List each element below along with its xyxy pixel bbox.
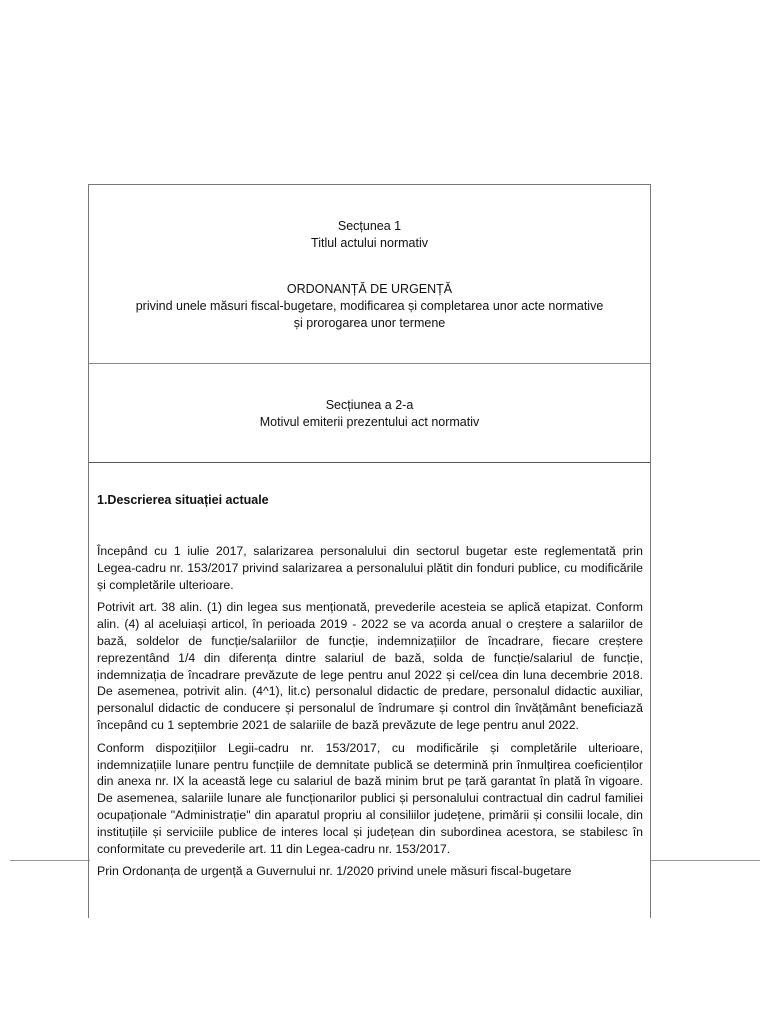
scan-rule-right	[650, 860, 760, 861]
paragraph: Începând cu 1 iulie 2017, salarizarea personalului din sectorul bugetar este reglementată prin Legea-cadru nr. 153/2017 privind salarizarea a personalului plătit din fonduri publice, cu modificările și completările ulterioare.	[97, 544, 643, 592]
section-1-subheading: Titlul actului normativ	[311, 236, 428, 250]
paragraph: Potrivit art. 38 alin. (1) din legea sus menționată, prevederile acesteia se aplică etapizat. Conform alin. (4) al aceluiași articol, în perioada 2019 - 2022 se va acorda anual o creștere a salariilor de bază, soldelor de funcție/salariilor de funcție, indemnizațiilor de încadrare, fiecare creștere reprezentând 1/4 din diferența dintre salariul de bază, solda de funcție/salariul de funcție, indemnizația de încadrare prevăzute de lege pentru anul 2022 și cel/cea din luna decembrie 2018. De asemenea, potrivit alin. (4^1), lit.c) personalul didactic de predare, personalul didactic auxiliar, personalul didactic de conducere și personalul de îndrumare și control din învățământ beneficiază începând cu 1 septembrie 2021 de salariile de bază prevăzute de lege pentru anul 2022.	[97, 600, 643, 732]
act-title-block	[89, 281, 650, 332]
section-divider	[89, 363, 650, 364]
section-1	[89, 185, 650, 363]
section-1-heading: Secțunea 1	[337, 219, 402, 233]
paragraph: Prin Ordonanța de urgență a Guvernului nr. 1/2020 privind unele măsuri fiscal-bugetare	[97, 864, 572, 879]
act-title-line-1: privind unele măsuri fiscal-bugetare, modificarea și completarea unor acte normative	[135, 299, 604, 313]
section-2-heading-block	[89, 397, 650, 431]
section-divider	[89, 462, 650, 463]
section-1-heading-block	[89, 218, 650, 252]
paragraph: Conform dispozițiilor Legii-cadru nr. 153/2017, cu modificările și completările ulterioare, indemnizațiile lunare pentru funcțiile de demnitate publică se determină prin înmulțirea coeficienților din anexa nr. IX la această lege cu salariul de bază minim brut pe țară garantat în plată în vigoare. De asemenea, salariile lunare ale funcționarilor publici și personalului contractual din cadrul familiei ocupaționale "Administrație" din aparatul propriu al consiliilor județene, primării și consilii locale, din instituțiile și serviciile publice de interes local și județean din subordinea acestora, se stabilesc în conformitate cu prevederile art. 11 din Legea-cadru nr. 153/2017.	[97, 740, 643, 856]
subsection-title: 1.Descrierea situației actuale	[97, 493, 269, 507]
section-2-subheading: Motivul emiterii prezentului act normativ	[259, 415, 480, 429]
act-type: ORDONANȚĂ DE URGENȚĂ	[286, 282, 453, 296]
body-text	[97, 543, 643, 880]
scan-rule-left	[10, 860, 90, 861]
section-2-heading: Secțiunea a 2-a	[325, 398, 414, 412]
document-table	[88, 184, 651, 918]
act-title-line-2: și prorogarea unor termene	[293, 316, 446, 330]
